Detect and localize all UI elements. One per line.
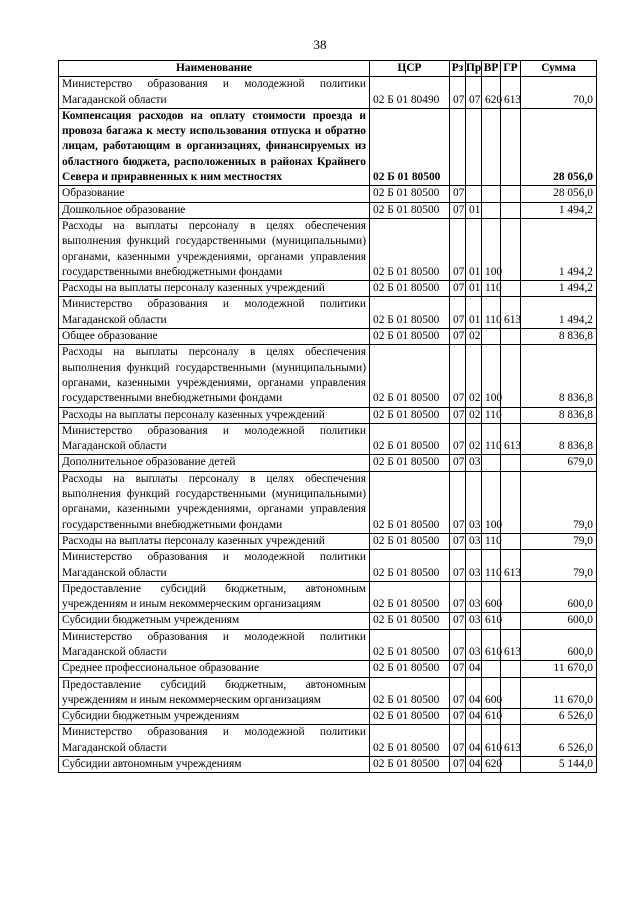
cell-sum: 79,0 bbox=[521, 550, 597, 582]
cell-csr: 02 Б 01 80500 bbox=[370, 581, 450, 613]
cell-name: Дошкольное образование bbox=[59, 202, 370, 218]
cell-rz: 07 bbox=[450, 281, 466, 297]
cell-gr: 613 bbox=[501, 423, 521, 455]
cell-gr bbox=[501, 407, 521, 423]
cell-name: Субсидии автономным учреждениям bbox=[59, 757, 370, 773]
cell-gr bbox=[501, 281, 521, 297]
cell-vr: 100 bbox=[482, 345, 501, 407]
cell-name: Компенсация расходов на оплату стоимости проезда и провоза багажа к месту использования отпуска и обратно лицам, работающим в организациях, финансируемых из областного бюджета, расположенных в районах Крайнего Севера и приравненных к ним местностях bbox=[59, 108, 370, 185]
cell-name: Министерство образования и молодежной политики Магаданской области bbox=[59, 297, 370, 329]
cell-csr: 02 Б 01 80500 bbox=[370, 202, 450, 218]
cell-sum: 8 836,8 bbox=[521, 345, 597, 407]
cell-rz: 07 bbox=[450, 757, 466, 773]
cell-vr: 600 bbox=[482, 677, 501, 709]
cell-gr: 613 bbox=[501, 550, 521, 582]
cell-sum: 1 494,2 bbox=[521, 297, 597, 329]
cell-sum: 600,0 bbox=[521, 581, 597, 613]
cell-rz: 07 bbox=[450, 345, 466, 407]
cell-gr bbox=[501, 757, 521, 773]
header-rz: Рз bbox=[450, 61, 466, 77]
cell-pr: 01 bbox=[466, 202, 482, 218]
cell-gr: 613 bbox=[501, 629, 521, 661]
cell-vr: 620 bbox=[482, 757, 501, 773]
cell-gr bbox=[501, 202, 521, 218]
cell-pr: 03 bbox=[466, 629, 482, 661]
table-row bbox=[59, 471, 597, 533]
cell-csr: 02 Б 01 80500 bbox=[370, 108, 450, 185]
cell-sum: 1 494,2 bbox=[521, 218, 597, 280]
cell-sum: 1 494,2 bbox=[521, 281, 597, 297]
cell-rz: 07 bbox=[450, 297, 466, 329]
cell-name: Образование bbox=[59, 186, 370, 202]
cell-vr: 110 bbox=[482, 533, 501, 549]
cell-vr: 610 bbox=[482, 709, 501, 725]
cell-name: Расходы на выплаты персоналу казенных учреждений bbox=[59, 533, 370, 549]
cell-sum: 600,0 bbox=[521, 629, 597, 661]
cell-vr: 610 bbox=[482, 629, 501, 661]
cell-pr bbox=[466, 108, 482, 185]
cell-name: Субсидии бюджетным учреждениям bbox=[59, 613, 370, 629]
cell-rz: 07 bbox=[450, 329, 466, 345]
header-csr: ЦСР bbox=[370, 61, 450, 77]
header-pr: Пр bbox=[466, 61, 482, 77]
header-name: Наименование bbox=[59, 61, 370, 77]
cell-name: Предоставление субсидий бюджетным, автономным учреждениям и иным некоммерческим организациям bbox=[59, 581, 370, 613]
cell-vr: 600 bbox=[482, 581, 501, 613]
cell-csr: 02 Б 01 80500 bbox=[370, 455, 450, 471]
cell-vr: 110 bbox=[482, 550, 501, 582]
cell-pr: 01 bbox=[466, 297, 482, 329]
cell-gr bbox=[501, 218, 521, 280]
cell-name: Субсидии бюджетным учреждениям bbox=[59, 709, 370, 725]
cell-gr: 613 bbox=[501, 297, 521, 329]
table-row bbox=[59, 202, 597, 218]
table-row bbox=[59, 757, 597, 773]
cell-sum: 6 526,0 bbox=[521, 709, 597, 725]
cell-gr bbox=[501, 345, 521, 407]
cell-pr: 04 bbox=[466, 709, 482, 725]
cell-csr: 02 Б 01 80500 bbox=[370, 613, 450, 629]
cell-pr: 02 bbox=[466, 407, 482, 423]
cell-rz: 07 bbox=[450, 455, 466, 471]
cell-gr bbox=[501, 471, 521, 533]
cell-name: Расходы на выплаты персоналу в целях обеспечения выполнения функций государственными (муниципальными) органами, казенными учреждениями, органами управления государственными внебюджетными фондами bbox=[59, 218, 370, 280]
cell-sum: 1 494,2 bbox=[521, 202, 597, 218]
cell-csr: 02 Б 01 80500 bbox=[370, 677, 450, 709]
cell-csr: 02 Б 01 80500 bbox=[370, 533, 450, 549]
cell-gr: 613 bbox=[501, 725, 521, 757]
cell-gr bbox=[501, 613, 521, 629]
cell-name: Предоставление субсидий бюджетным, автономным учреждениям и иным некоммерческим организациям bbox=[59, 677, 370, 709]
cell-pr: 03 bbox=[466, 613, 482, 629]
cell-name: Расходы на выплаты персоналу казенных учреждений bbox=[59, 407, 370, 423]
cell-rz: 07 bbox=[450, 186, 466, 202]
table-row bbox=[59, 550, 597, 582]
cell-sum: 679,0 bbox=[521, 455, 597, 471]
cell-csr: 02 Б 01 80490 bbox=[370, 77, 450, 109]
cell-rz: 07 bbox=[450, 218, 466, 280]
cell-csr: 02 Б 01 80500 bbox=[370, 329, 450, 345]
cell-csr: 02 Б 01 80500 bbox=[370, 725, 450, 757]
table-row bbox=[59, 407, 597, 423]
cell-gr bbox=[501, 329, 521, 345]
cell-pr: 01 bbox=[466, 281, 482, 297]
cell-sum: 600,0 bbox=[521, 613, 597, 629]
cell-csr: 02 Б 01 80500 bbox=[370, 709, 450, 725]
cell-rz bbox=[450, 108, 466, 185]
table-row bbox=[59, 709, 597, 725]
cell-vr: 110 bbox=[482, 281, 501, 297]
cell-pr: 04 bbox=[466, 677, 482, 709]
cell-csr: 02 Б 01 80500 bbox=[370, 345, 450, 407]
cell-vr bbox=[482, 455, 501, 471]
cell-rz: 07 bbox=[450, 709, 466, 725]
cell-rz: 07 bbox=[450, 613, 466, 629]
cell-gr bbox=[501, 186, 521, 202]
cell-rz: 07 bbox=[450, 202, 466, 218]
cell-pr: 03 bbox=[466, 581, 482, 613]
cell-gr bbox=[501, 108, 521, 185]
cell-csr: 02 Б 01 80500 bbox=[370, 281, 450, 297]
cell-rz: 07 bbox=[450, 725, 466, 757]
header-sum: Сумма bbox=[521, 61, 597, 77]
page-number: 38 bbox=[313, 37, 327, 52]
cell-csr: 02 Б 01 80500 bbox=[370, 423, 450, 455]
cell-sum: 28 056,0 bbox=[521, 186, 597, 202]
cell-sum: 11 670,0 bbox=[521, 661, 597, 677]
cell-sum: 11 670,0 bbox=[521, 677, 597, 709]
cell-sum: 28 056,0 bbox=[521, 108, 597, 185]
table-row bbox=[59, 108, 597, 185]
cell-vr: 100 bbox=[482, 218, 501, 280]
table-row bbox=[59, 345, 597, 407]
cell-pr: 03 bbox=[466, 471, 482, 533]
cell-pr: 02 bbox=[466, 329, 482, 345]
cell-sum: 79,0 bbox=[521, 471, 597, 533]
cell-rz: 07 bbox=[450, 581, 466, 613]
cell-rz: 07 bbox=[450, 629, 466, 661]
cell-sum: 70,0 bbox=[521, 77, 597, 109]
cell-name: Министерство образования и молодежной политики Магаданской области bbox=[59, 550, 370, 582]
cell-pr: 01 bbox=[466, 218, 482, 280]
cell-rz: 07 bbox=[450, 533, 466, 549]
cell-vr bbox=[482, 202, 501, 218]
table-row bbox=[59, 533, 597, 549]
cell-pr: 02 bbox=[466, 423, 482, 455]
cell-name: Расходы на выплаты персоналу в целях обеспечения выполнения функций государственными (муниципальными) органами, казенными учреждениями, органами управления государственными внебюджетными фондами bbox=[59, 345, 370, 407]
table-row bbox=[59, 661, 597, 677]
cell-rz: 07 bbox=[450, 550, 466, 582]
cell-gr bbox=[501, 709, 521, 725]
cell-name: Министерство образования и молодежной политики Магаданской области bbox=[59, 725, 370, 757]
cell-csr: 02 Б 01 80500 bbox=[370, 629, 450, 661]
table-row bbox=[59, 629, 597, 661]
header-gr: ГР bbox=[501, 61, 521, 77]
cell-name: Расходы на выплаты персоналу казенных учреждений bbox=[59, 281, 370, 297]
cell-rz: 07 bbox=[450, 407, 466, 423]
cell-sum: 5 144,0 bbox=[521, 757, 597, 773]
cell-csr: 02 Б 01 80500 bbox=[370, 218, 450, 280]
cell-csr: 02 Б 01 80500 bbox=[370, 186, 450, 202]
cell-gr: 613 bbox=[501, 77, 521, 109]
cell-gr bbox=[501, 533, 521, 549]
table-row bbox=[59, 281, 597, 297]
table-body bbox=[59, 77, 597, 773]
table-row bbox=[59, 218, 597, 280]
table-row bbox=[59, 455, 597, 471]
cell-name: Министерство образования и молодежной политики Магаданской области bbox=[59, 77, 370, 109]
cell-pr: 07 bbox=[466, 77, 482, 109]
cell-sum: 6 526,0 bbox=[521, 725, 597, 757]
cell-gr bbox=[501, 677, 521, 709]
cell-name: Общее образование bbox=[59, 329, 370, 345]
cell-vr bbox=[482, 661, 501, 677]
cell-pr: 04 bbox=[466, 661, 482, 677]
cell-vr: 610 bbox=[482, 613, 501, 629]
cell-pr: 04 bbox=[466, 757, 482, 773]
cell-rz: 07 bbox=[450, 423, 466, 455]
cell-sum: 79,0 bbox=[521, 533, 597, 549]
cell-sum: 8 836,8 bbox=[521, 423, 597, 455]
cell-csr: 02 Б 01 80500 bbox=[370, 661, 450, 677]
cell-rz: 07 bbox=[450, 77, 466, 109]
table-row bbox=[59, 77, 597, 109]
cell-csr: 02 Б 01 80500 bbox=[370, 757, 450, 773]
cell-vr bbox=[482, 108, 501, 185]
cell-gr bbox=[501, 581, 521, 613]
cell-pr: 03 bbox=[466, 533, 482, 549]
table-row bbox=[59, 297, 597, 329]
cell-pr: 03 bbox=[466, 455, 482, 471]
table-row bbox=[59, 423, 597, 455]
cell-vr bbox=[482, 186, 501, 202]
cell-vr: 110 bbox=[482, 423, 501, 455]
cell-vr: 620 bbox=[482, 77, 501, 109]
cell-gr bbox=[501, 455, 521, 471]
table-row bbox=[59, 186, 597, 202]
header-vr: ВР bbox=[482, 61, 501, 77]
cell-pr bbox=[466, 186, 482, 202]
table-row bbox=[59, 725, 597, 757]
cell-csr: 02 Б 01 80500 bbox=[370, 297, 450, 329]
cell-vr: 110 bbox=[482, 407, 501, 423]
table-header-row bbox=[59, 61, 597, 77]
cell-vr: 110 bbox=[482, 297, 501, 329]
table-row bbox=[59, 613, 597, 629]
table-row bbox=[59, 677, 597, 709]
cell-pr: 02 bbox=[466, 345, 482, 407]
cell-rz: 07 bbox=[450, 677, 466, 709]
cell-name: Министерство образования и молодежной политики Магаданской области bbox=[59, 423, 370, 455]
table-row bbox=[59, 329, 597, 345]
cell-pr: 03 bbox=[466, 550, 482, 582]
cell-vr bbox=[482, 329, 501, 345]
cell-name: Министерство образования и молодежной политики Магаданской области bbox=[59, 629, 370, 661]
cell-rz: 07 bbox=[450, 471, 466, 533]
cell-sum: 8 836,8 bbox=[521, 329, 597, 345]
cell-name: Среднее профессиональное образование bbox=[59, 661, 370, 677]
cell-sum: 8 836,8 bbox=[521, 407, 597, 423]
cell-name: Расходы на выплаты персоналу в целях обеспечения выполнения функций государственными (муниципальными) органами, казенными учреждениями, органами управления государственными внебюджетными фондами bbox=[59, 471, 370, 533]
cell-vr: 100 bbox=[482, 471, 501, 533]
cell-name: Дополнительное образование детей bbox=[59, 455, 370, 471]
cell-rz: 07 bbox=[450, 661, 466, 677]
budget-table bbox=[58, 60, 597, 773]
cell-gr bbox=[501, 661, 521, 677]
cell-vr: 610 bbox=[482, 725, 501, 757]
cell-csr: 02 Б 01 80500 bbox=[370, 471, 450, 533]
cell-csr: 02 Б 01 80500 bbox=[370, 407, 450, 423]
cell-csr: 02 Б 01 80500 bbox=[370, 550, 450, 582]
cell-pr: 04 bbox=[466, 725, 482, 757]
table-row bbox=[59, 581, 597, 613]
